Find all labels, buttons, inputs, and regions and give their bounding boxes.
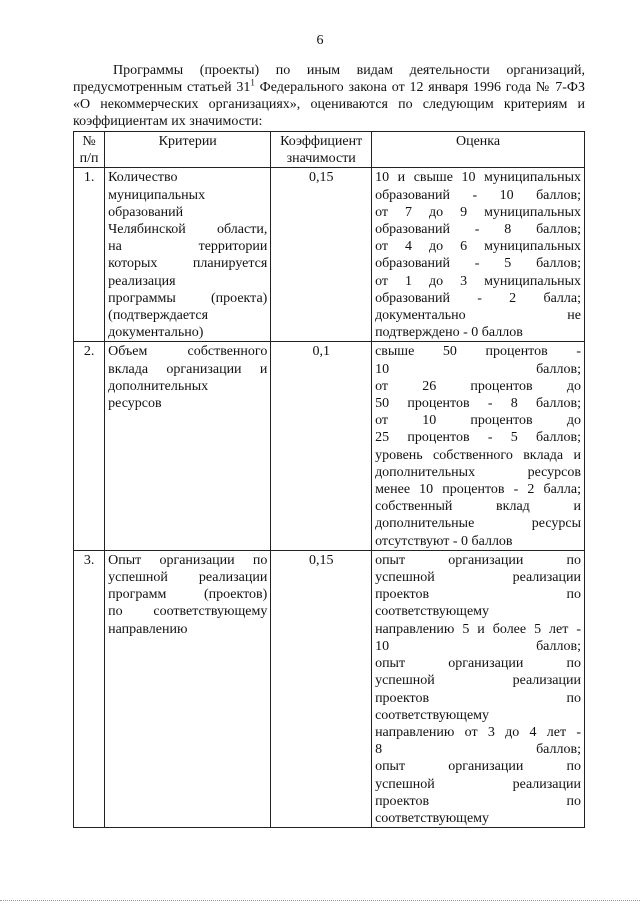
score-cell-line: образований - 10 баллов; [375, 187, 581, 203]
score-cell-line: 50 процентов - 8 баллов; [375, 396, 581, 412]
criteria-cell-line: Количество [108, 170, 178, 186]
score-cell [372, 342, 585, 550]
score-cell-line: проектов по [375, 690, 581, 706]
score-cell [372, 168, 585, 342]
score-cell-line: менее 10 процентов - 2 балла; [375, 482, 581, 498]
criteria-table [73, 131, 585, 828]
score-cell-line: образований - 5 баллов; [375, 256, 581, 272]
score-cell-line: от 1 до 3 муниципальных [375, 273, 581, 289]
criteria-cell [105, 168, 271, 342]
score-cell-line: дополнительных ресурсов [375, 464, 581, 480]
criteria-cell-line: по соответствующему [108, 604, 268, 620]
row-number: 1. [74, 168, 105, 342]
criteria-cell-line: на территории [108, 239, 268, 255]
intro-text-part2: Федерального закона от 12 января 1996 года № 7-ФЗ «О некоммерческих организациях», оцениваются по следующим критериям и коэффициентам их значимости: [73, 80, 585, 129]
coefficient-cell: 0,15 [271, 168, 372, 342]
score-cell-line: опыт организации по [375, 552, 581, 568]
score-cell-line: от 7 до 9 муниципальных [375, 204, 581, 220]
page-number: 6 [316, 33, 324, 48]
criteria-cell-line: направлению [108, 621, 188, 637]
score-cell-line: от 26 процентов до [375, 378, 581, 394]
criteria-cell [105, 550, 271, 827]
criteria-cell-line: программ (проектов) [108, 587, 268, 603]
coefficient-cell: 0,1 [271, 342, 372, 550]
criteria-cell-line: которых планируется [108, 256, 268, 272]
score-cell-line: собственный вклад и [375, 499, 581, 515]
score-cell-line: проектов по [375, 587, 581, 603]
score-cell-line: успешной реализации [375, 776, 581, 792]
score-cell-line: 10 баллов; [375, 361, 581, 377]
table-row [74, 550, 585, 827]
criteria-cell-line: реализация [108, 273, 176, 289]
header-num [74, 132, 105, 168]
header-num-line: п/п [79, 151, 99, 167]
score-cell-line: соответствующему [375, 810, 490, 826]
score-cell-line: направлению 5 и более 5 лет - [375, 621, 581, 637]
score-cell [372, 550, 585, 827]
score-cell-line: соответствующему [375, 604, 490, 620]
criteria-cell-line: успешной реализации [108, 570, 268, 586]
table-row [74, 342, 585, 550]
score-cell-line: успешной реализации [375, 570, 581, 586]
score-cell-line: 10 и свыше 10 муниципальных [375, 170, 581, 186]
score-cell-line: 25 процентов - 5 баллов; [375, 430, 581, 446]
score-cell-line: уровень собственного вклада и [375, 447, 581, 463]
score-cell-line: образований - 8 баллов; [375, 222, 581, 238]
criteria-cell-line: образований [108, 204, 184, 220]
header-coefficient [271, 132, 372, 168]
criteria-cell-line: Объем собственного [108, 344, 268, 360]
score-cell-line: опыт организации по [375, 656, 581, 672]
score-cell-line: успешной реализации [375, 673, 581, 689]
table-header-row [74, 132, 585, 168]
score-cell-line: проектов по [375, 793, 581, 809]
intro-text-part1: Программы (проекты) по иным видам деятельности организаций, предусмотренным статьей 31 [73, 63, 585, 95]
header-num-line: № [82, 134, 96, 149]
criteria-cell-line: ресурсов [108, 396, 162, 412]
score-cell-line: образований - 2 балла; [375, 290, 581, 306]
criteria-cell [105, 342, 271, 550]
criteria-cell-line: (подтверждается [108, 308, 209, 324]
page-bottom-edge [0, 900, 640, 902]
criteria-cell-line: дополнительных [108, 378, 209, 394]
criteria-cell-line: муниципальных [108, 187, 206, 203]
score-cell-line: 10 баллов; [375, 638, 581, 654]
score-cell-line: документально не [375, 308, 581, 324]
row-number: 3. [74, 550, 105, 827]
row-number: 2. [74, 342, 105, 550]
header-coefficient-line: Коэффициент [280, 134, 363, 149]
coefficient-cell: 0,15 [271, 550, 372, 827]
score-cell-line: подтверждено - 0 баллов [375, 325, 523, 341]
criteria-cell-line: документально) [108, 325, 204, 341]
header-criteria: Критерии [105, 132, 271, 168]
score-cell-line: 8 баллов; [375, 742, 581, 758]
score-cell-line: направлению от 3 до 4 лет - [375, 724, 581, 740]
table-row [74, 168, 585, 342]
intro-paragraph [73, 62, 585, 130]
score-cell-line: соответствующему [375, 707, 490, 723]
criteria-cell-line: программы (проекта) [108, 290, 268, 306]
score-cell-line: опыт организации по [375, 759, 581, 775]
criteria-cell-line: Челябинской области, [108, 222, 268, 238]
header-score: Оценка [372, 132, 585, 168]
article-superscript: 1 [250, 77, 255, 88]
criteria-cell-line: Опыт организации по [108, 552, 268, 568]
header-coefficient-line: значимости [286, 151, 356, 167]
score-cell-line: свыше 50 процентов - [375, 344, 581, 360]
score-cell-line: от 4 до 6 муниципальных [375, 239, 581, 255]
score-cell-line: дополнительные ресурсы [375, 516, 581, 532]
score-cell-line: от 10 процентов до [375, 413, 581, 429]
score-cell-line: отсутствуют - 0 баллов [375, 533, 513, 549]
criteria-cell-line: вклада организации и [108, 361, 268, 377]
